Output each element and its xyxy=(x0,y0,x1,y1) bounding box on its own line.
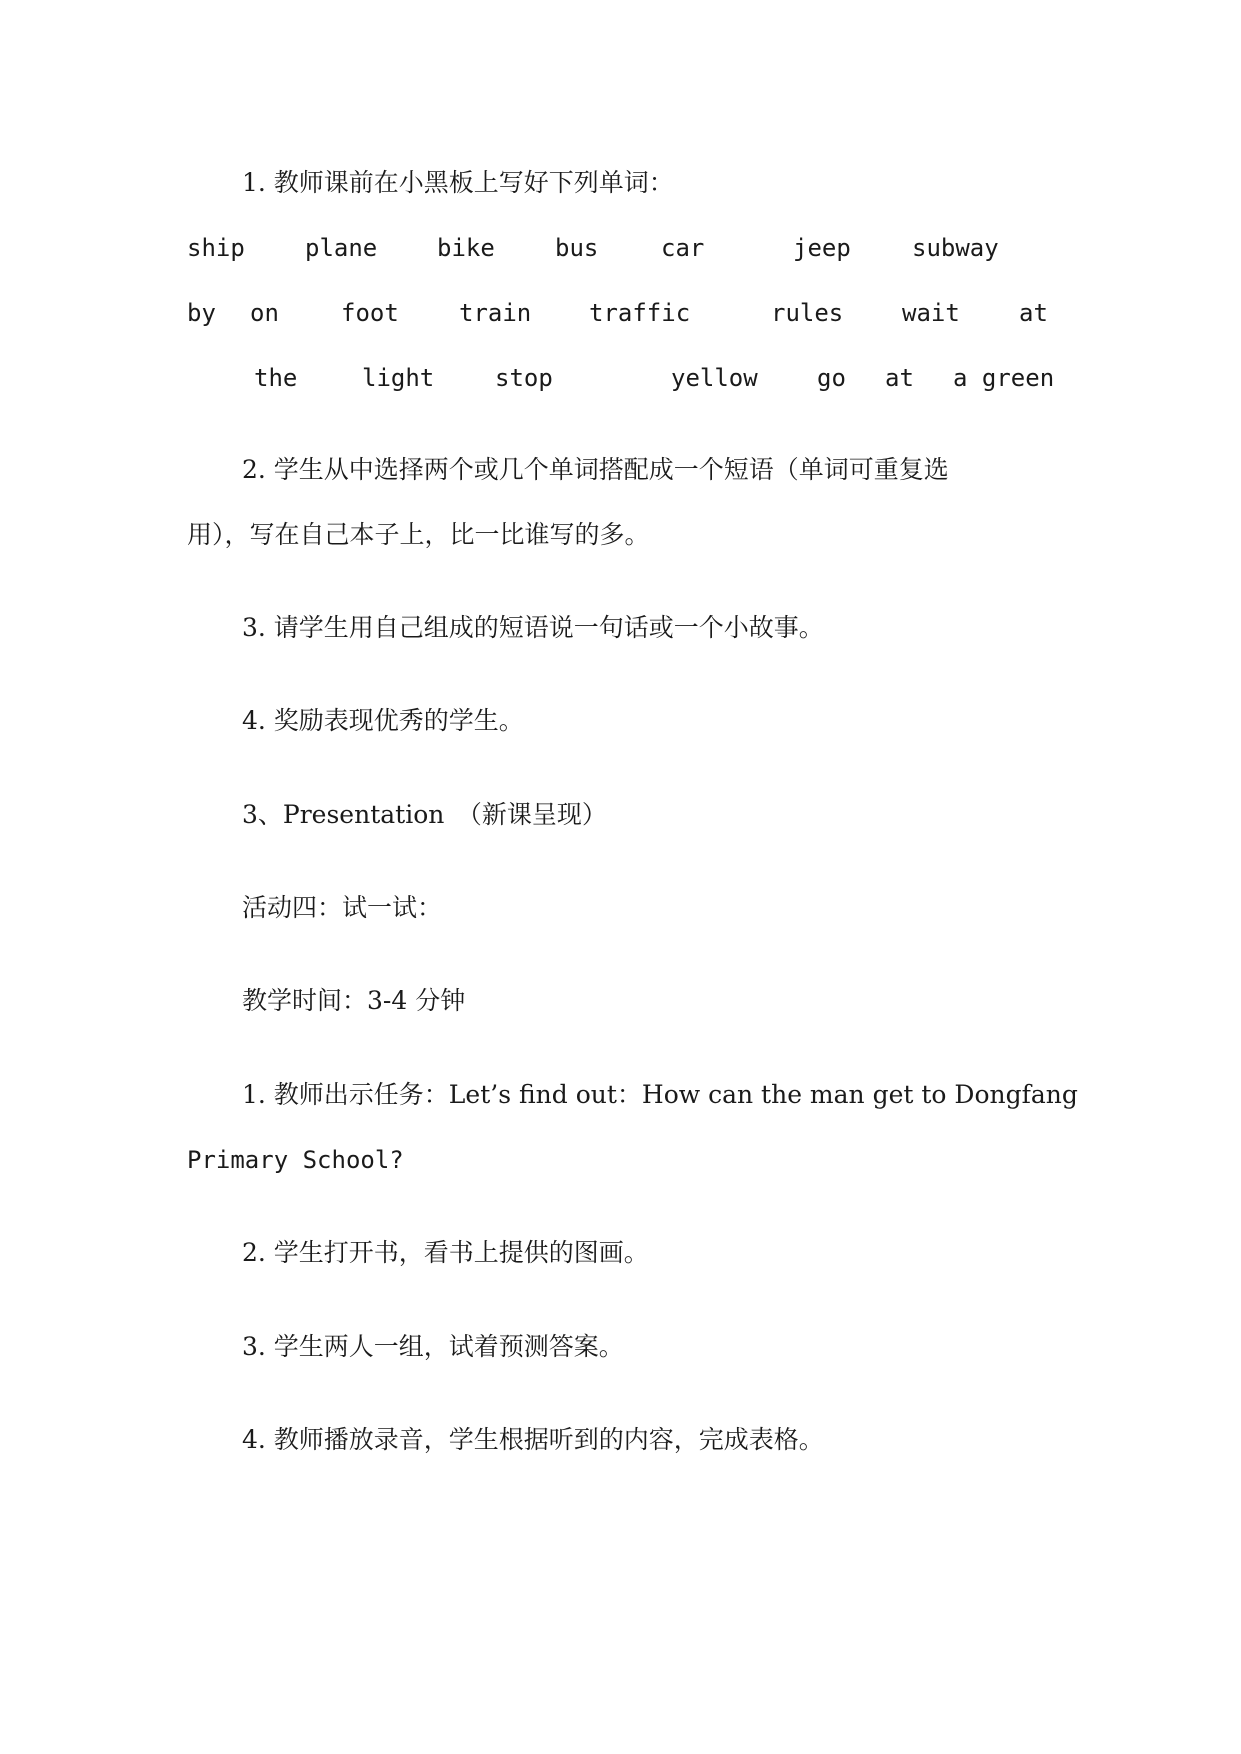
step-2-text-line-1: 2. 学生从中选择两个或几个单词搭配成一个短语（单词可重复选 xyxy=(242,455,949,484)
word-at-2: at xyxy=(885,364,914,392)
step-1-text: 1. 教师课前在小黑板上写好下列单词： xyxy=(242,168,674,197)
word-subway: subway xyxy=(912,234,999,262)
task-text-line-1: 1. 教师出示任务：Let’s find out：How can the man get to Dongfang xyxy=(242,1080,1078,1109)
word-ship: ship xyxy=(187,234,245,262)
word-a-green: a green xyxy=(953,364,1055,392)
step-4-text: 4. 奖励表现优秀的学生。 xyxy=(242,706,524,735)
activity-heading: 活动四：试一试： xyxy=(242,893,443,922)
word-by: by xyxy=(187,299,216,327)
word-yellow: yellow xyxy=(671,364,758,392)
word-the: the xyxy=(254,364,298,392)
word-bus: bus xyxy=(555,234,599,262)
word-at: at xyxy=(1019,299,1048,327)
listening-step: 4. 教师播放录音，学生根据听到的内容，完成表格。 xyxy=(242,1425,824,1454)
word-rules: rules xyxy=(771,299,844,327)
word-car: car xyxy=(661,234,705,262)
word-train: train xyxy=(459,299,532,327)
pair-work-step: 3. 学生两人一组，试着预测答案。 xyxy=(242,1332,624,1361)
step-2-text-line-2: 用），写在自己本子上，比一比谁写的多。 xyxy=(187,520,650,549)
word-stop: stop xyxy=(495,364,553,392)
word-foot: foot xyxy=(341,299,399,327)
teaching-time: 教学时间：3-4 分钟 xyxy=(242,986,466,1015)
word-go: go xyxy=(817,364,846,392)
presentation-heading: 3、Presentation （新课呈现） xyxy=(242,800,607,829)
word-jeep: jeep xyxy=(793,234,851,262)
word-on: on xyxy=(250,299,279,327)
word-bike: bike xyxy=(437,234,495,262)
word-wait: wait xyxy=(902,299,960,327)
word-traffic: traffic xyxy=(589,299,691,327)
step-3-text: 3. 请学生用自己组成的短语说一句话或一个小故事。 xyxy=(242,613,824,642)
open-book-step: 2. 学生打开书，看书上提供的图画。 xyxy=(242,1238,649,1267)
task-text-line-2: Primary School? xyxy=(187,1146,404,1174)
word-light: light xyxy=(362,364,435,392)
word-plane: plane xyxy=(305,234,378,262)
